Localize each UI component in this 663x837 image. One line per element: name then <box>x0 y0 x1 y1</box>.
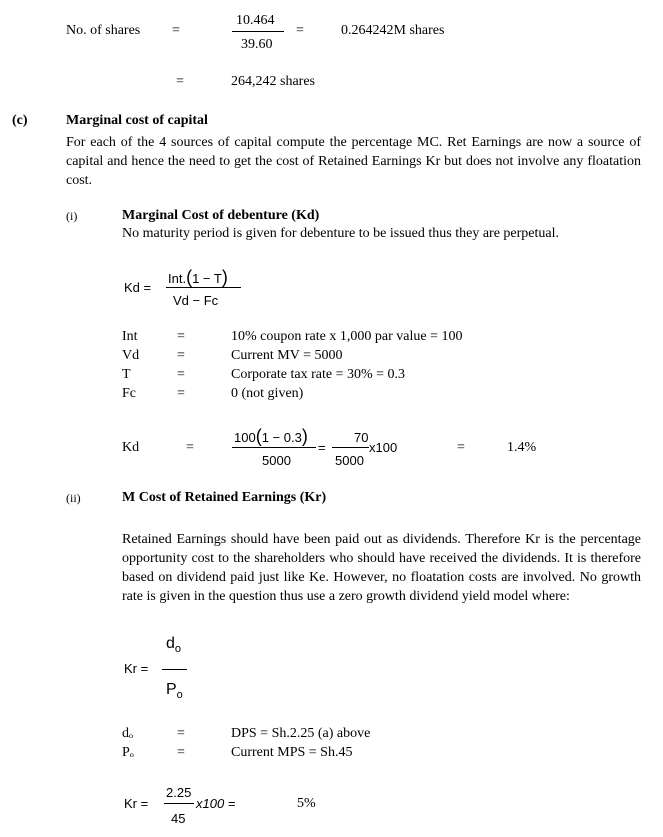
def-symbol: dₒ <box>122 726 134 741</box>
fraction-bar <box>164 803 194 804</box>
fraction-numerator: 10.464 <box>236 13 275 28</box>
def-value: 0 (not given) <box>231 386 304 401</box>
fraction-bar <box>332 447 369 448</box>
def-symbol: Int <box>122 329 138 344</box>
def-value: 10% coupon rate x 1,000 par value = 100 <box>231 329 463 344</box>
denominator-symbol: P <box>166 681 177 698</box>
def-equals: = <box>177 726 185 741</box>
calc-text: 100 <box>234 430 256 445</box>
def-value: Current MV = 5000 <box>231 348 343 363</box>
equals-sign: = <box>186 440 194 455</box>
def-symbol: T <box>122 367 131 382</box>
section-intro: For each of the 4 sources of capital compute the percentage MC. Ret Earnings are now a source of capital and hence the need to get the cost of Retained Earnings Kr but does not involve any floatation cost. <box>66 135 641 188</box>
equals-sign: = <box>457 440 465 455</box>
paren-left: ( <box>255 426 262 446</box>
def-symbol: Vd <box>122 348 140 363</box>
calc-denominator: 45 <box>171 811 186 826</box>
paren-left: ( <box>186 267 193 287</box>
calc-multiplier: x100 <box>369 440 398 455</box>
formula-numerator-text: Int. <box>168 271 187 286</box>
calc-result: 5% <box>297 796 316 811</box>
calc-lhs: Kr = <box>124 796 149 811</box>
formula-denominator <box>166 682 183 701</box>
calc-frac1-numerator <box>234 427 308 445</box>
formula-denominator: Vd − Fc <box>173 293 219 308</box>
formula-numerator <box>166 636 181 655</box>
fraction-bar <box>162 669 187 670</box>
equals-sign: = <box>172 23 180 38</box>
calc-result: 1.4% <box>507 440 537 455</box>
calc-frac2-denominator: 5000 <box>335 453 364 468</box>
fraction-denominator: 39.60 <box>241 37 273 52</box>
fraction-bar <box>232 447 316 448</box>
equals-sign: = <box>296 23 304 38</box>
part-heading: M Cost of Retained Earnings (Kr) <box>122 490 327 505</box>
part-note: No maturity period is given for debenture to be issued thus they are perpetual. <box>122 226 559 241</box>
def-equals: = <box>177 745 185 760</box>
calc-numerator: 2.25 <box>166 785 192 800</box>
def-value: DPS = Sh.2.25 (a) above <box>231 726 371 741</box>
numerator-symbol: d <box>166 635 175 652</box>
section-letter: (c) <box>12 113 28 128</box>
denominator-subscript: o <box>176 689 183 702</box>
calc-text: 1 − 0.3 <box>261 430 302 445</box>
equals-sign: = <box>318 440 326 455</box>
def-equals: = <box>177 348 185 363</box>
section-heading: Marginal cost of capital <box>66 113 208 128</box>
calc-lhs: Kd <box>122 440 140 455</box>
formula-numerator <box>168 268 228 286</box>
def-equals: = <box>177 329 185 344</box>
def-value: Current MPS = Sh.45 <box>231 745 353 760</box>
fraction-bar <box>166 287 241 288</box>
fraction-bar <box>232 31 284 32</box>
shares-result: 0.264242M shares <box>341 23 445 38</box>
def-symbol: Fc <box>122 386 136 401</box>
paren-right: ) <box>221 267 228 287</box>
formula-lhs: Kd = <box>124 280 152 295</box>
part-heading: Marginal Cost of debenture (Kd) <box>122 208 320 223</box>
formula-lhs: Kr = <box>124 661 149 676</box>
def-value: Corporate tax rate = 30% = 0.3 <box>231 367 406 382</box>
formula-numerator-text: 1 − T <box>192 271 222 286</box>
part-paragraph: Retained Earnings should have been paid out as dividends. Therefore Kr is the percentage opportunity cost to the shareholders who should have received the dividends. It is therefore based on dividend paid just like Ke. However, no floatation costs are involved. No growth rate is given in the question thus use a zero growth dividend yield model where: <box>122 532 641 604</box>
shares-label: No. of shares <box>66 23 141 38</box>
shares-result-2: 264,242 shares <box>231 74 315 89</box>
part-number: (i) <box>66 209 78 223</box>
paren-right: ) <box>301 426 308 446</box>
calc-frac2-numerator: 70 <box>354 430 369 445</box>
part-number: (ii) <box>66 491 81 505</box>
def-equals: = <box>177 367 185 382</box>
numerator-subscript: o <box>174 643 182 656</box>
calc-frac1-denominator: 5000 <box>262 453 291 468</box>
def-symbol: Pₒ <box>122 745 134 760</box>
def-equals: = <box>177 386 185 401</box>
equals-sign: = <box>176 74 184 89</box>
calc-multiplier: x100 = <box>196 796 236 811</box>
